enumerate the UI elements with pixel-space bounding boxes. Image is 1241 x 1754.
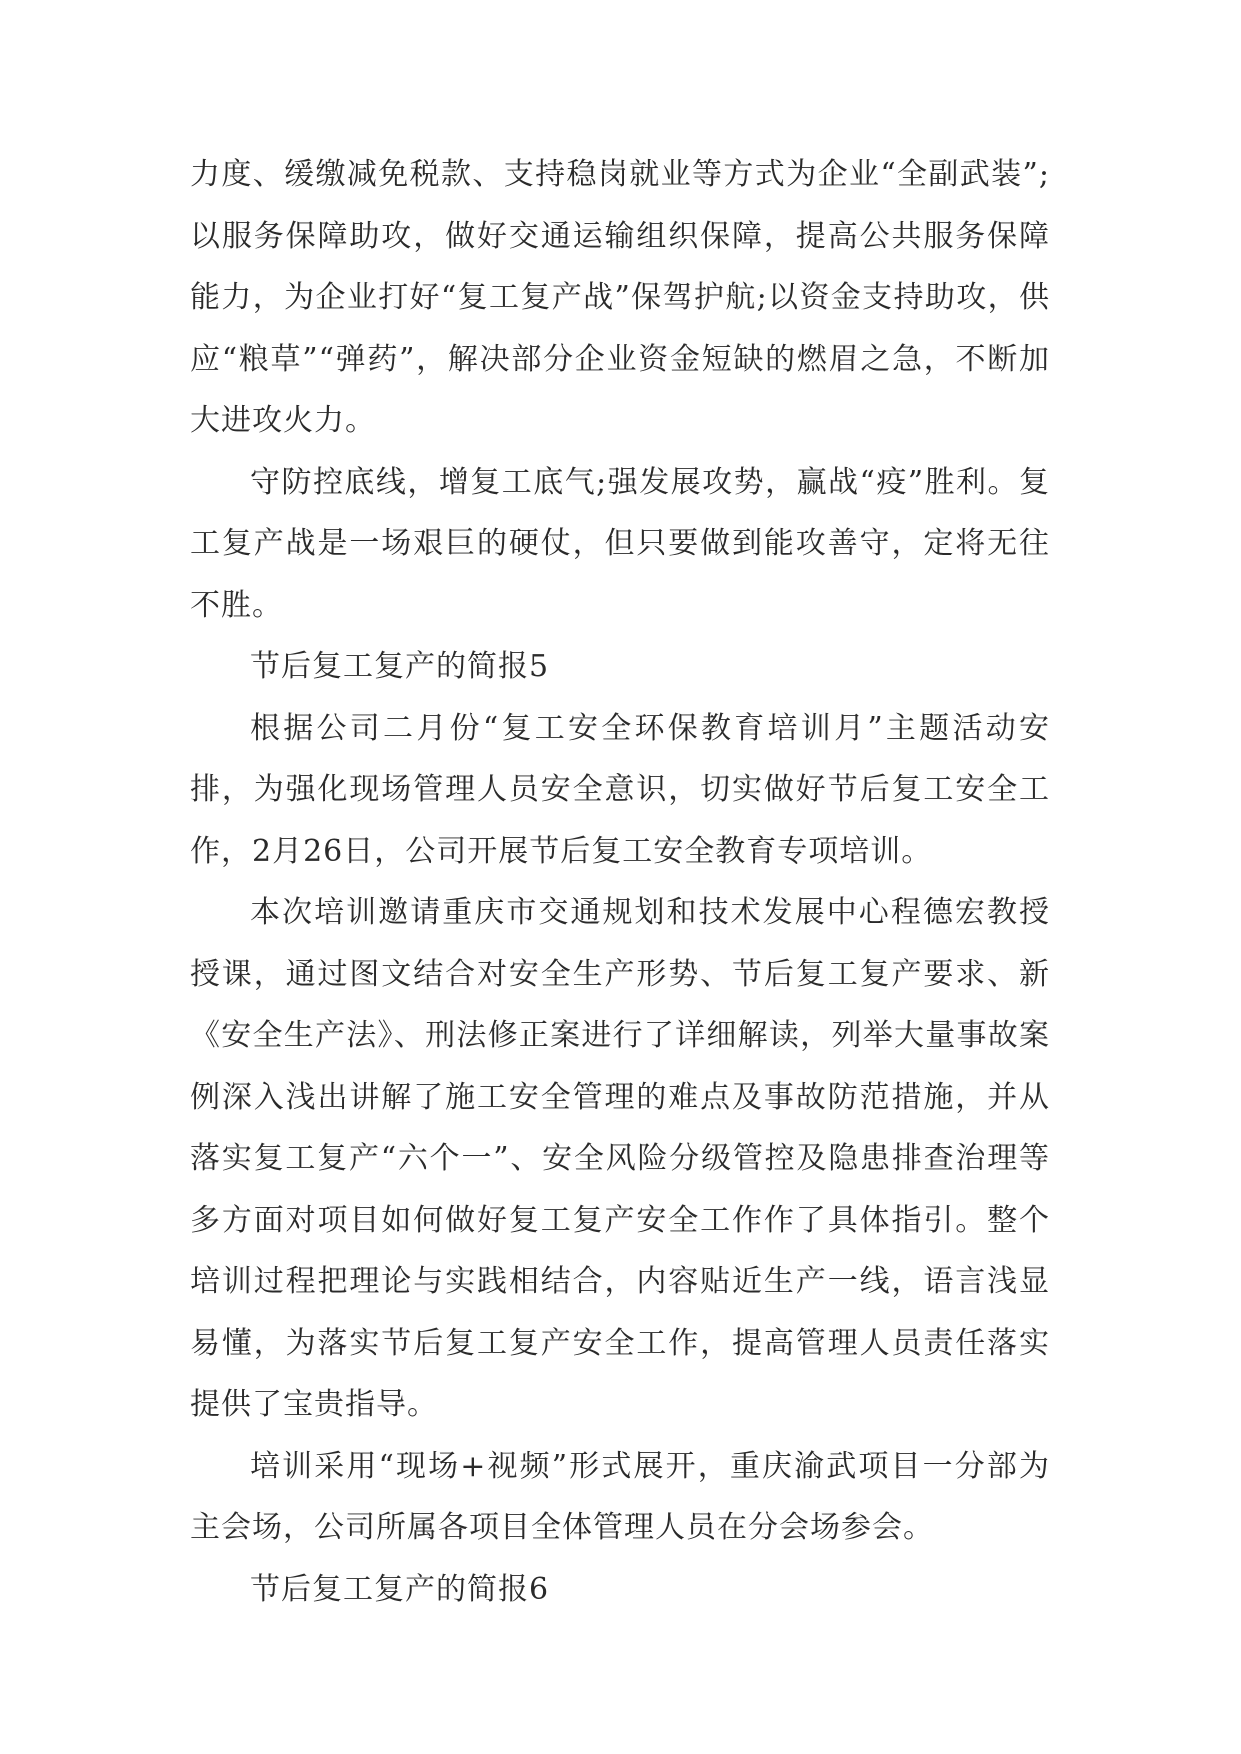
document-body <box>190 144 1050 1620</box>
section-heading: 节后复工复产的简报5 <box>250 649 550 684</box>
paragraph: 守防控底线，增复工底气;强发展攻势，赢战“疫”胜利。复工复产战是一场艰巨的硬仗，但只要做到能攻善守，定将无往不胜。 <box>190 464 1050 623</box>
section-heading: 节后复工复产的简报6 <box>250 1571 550 1607</box>
paragraph: 培训采用“现场+视频”形式展开，重庆渝武项目一分部为主会场，公司所属各项目全体管理人员在分会场参会。 <box>190 1448 1050 1545</box>
paragraph: 本次培训邀请重庆市交通规划和技术发展中心程德宏教授授课，通过图文结合对安全生产形势、节后复工复产要求、新《安全生产法》、刑法修正案进行了详细解读，列举大量事故案例深入浅出讲解了施工安全管理的难点及事故防范措施，并从落实复工复产“六个一”、安全风险分级管控及隐患排查治理等多方面对项目如何做好复工复产安全工作作了具体指引。整个培训过程把理论与实践相结合，内容贴近生产一线，语言浅显易懂，为落实节后复工复产安全工作，提高管理人员责任落实提供了宝贵指导。 <box>190 895 1050 1422</box>
paragraph: 根据公司二月份“复工安全环保教育培训月”主题活动安排，为强化现场管理人员安全意识，切实做好节后复工安全工作，2月26日，公司开展节后复工安全教育专项培训。 <box>190 710 1050 869</box>
paragraph-continuation: 力度、缓缴减免税款、支持稳岗就业等方式为企业“全副武装”;以服务保障助攻，做好交通运输组织保障，提高公共服务保障能力，为企业打好“复工复产战”保驾护航;以资金支持助攻，供应“粮草”“弹药”，解决部分企业资金短缺的燃眉之急，不断加大进攻火力。 <box>190 157 1050 438</box>
